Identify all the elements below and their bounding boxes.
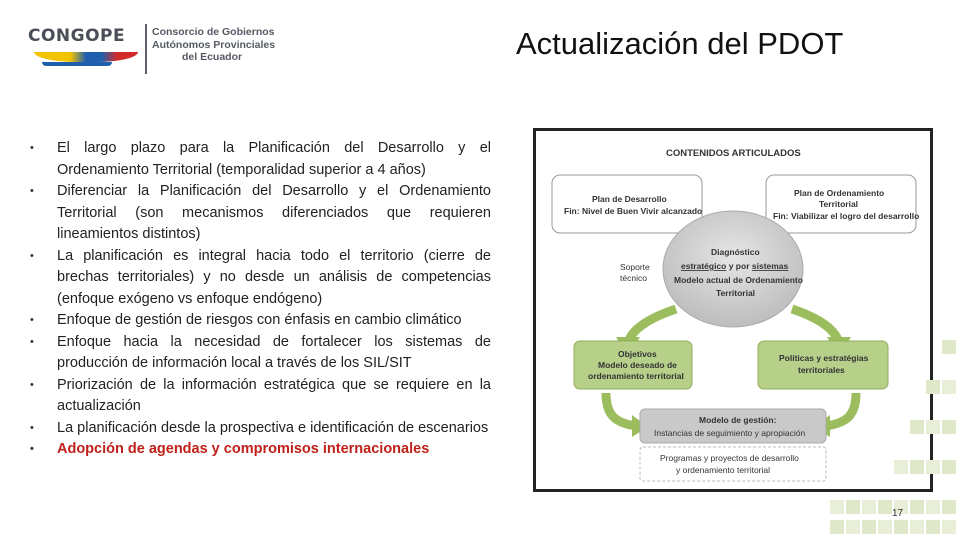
logo-flag-stripe-blue	[42, 62, 112, 66]
congope-logo	[28, 20, 278, 80]
bullet-dot-icon: •	[30, 378, 34, 391]
diagnostico-line-2	[681, 261, 789, 271]
diagnostico-estrategico: estratégico	[681, 261, 727, 271]
politicas-line-2: territoriales	[798, 365, 845, 375]
diagram-header: CONTENIDOS ARTICULADOS	[666, 148, 801, 159]
bullet-item	[30, 310, 491, 332]
bullet-text: La planificación es integral hacia todo el territorio (cierre de brechas territoriales) y no desde un análisis de competencias (enfoque exógeno vs enfoque endógeno)	[57, 247, 491, 307]
diagnostico-line-3: Modelo actual de Ordenamiento	[674, 275, 803, 285]
soporte-line-2: técnico	[620, 273, 647, 283]
gestion-line-2: Instancias de seguimiento y apropiación	[654, 428, 806, 438]
bullet-text: Enfoque hacia la necesidad de fortalecer los sistemas de producción de información local a través de los SIL/SIT	[57, 333, 491, 371]
diagnostico-sistemas: sistemas	[751, 261, 789, 271]
bullet-dot-icon: •	[30, 142, 34, 154]
politicas-line-1: Políticas y estratégias	[779, 353, 869, 363]
bullet-text: Priorización de la información estratégica que se requiere en la actualización	[57, 376, 491, 414]
logo-wordmark: CONGOPE	[28, 26, 126, 46]
plan-ordenamiento-title-1: Plan de Ordenamiento	[794, 188, 885, 198]
plan-desarrollo-box	[552, 175, 702, 233]
plan-desarrollo-subtitle: Fin: Nivel de Buen Vivir alcanzado	[564, 206, 703, 216]
bullet-text: Adopción de agendas y compromisos internacionales	[57, 441, 430, 457]
soporte-line-1: Soporte	[620, 262, 650, 272]
slide-title: Actualización del PDOT	[516, 26, 844, 61]
bullet-dot-icon: •	[30, 249, 34, 262]
bullet-dot-icon: •	[30, 314, 34, 326]
diagnostico-y-por: y por	[726, 261, 752, 271]
bullet-item	[30, 439, 491, 461]
bullet-dot-icon: •	[30, 421, 34, 434]
bullet-text: El largo plazo para la Planificación del Desarrollo y el Ordenamiento Territorial (temporalidad superior a 4 años)	[57, 140, 491, 178]
logo-flag-stripe	[34, 52, 138, 62]
logo-line-3: del Ecuador	[182, 51, 243, 63]
bullet-item	[30, 332, 491, 375]
logo-separator	[145, 24, 147, 74]
bullet-item	[30, 181, 491, 246]
programas-line-2: y ordenamiento territorial	[676, 465, 771, 475]
objetivos-line-3: ordenamiento territorial	[588, 371, 684, 381]
programas-line-1: Programas y proyectos de desarrollo	[660, 453, 799, 463]
bullet-dot-icon: •	[30, 335, 34, 348]
logo-org-name	[152, 26, 275, 64]
objetivos-line-1: Objetivos	[618, 349, 657, 359]
gestion-line-1: Modelo de gestión:	[699, 415, 777, 425]
diagnostico-line-1: Diagnóstico	[711, 247, 760, 257]
bullet-dot-icon: •	[30, 443, 34, 455]
bullet-item	[30, 246, 491, 311]
bullet-list	[30, 138, 491, 461]
page-number: 17	[892, 508, 904, 519]
plan-desarrollo-title: Plan de Desarrollo	[592, 194, 667, 204]
bullet-text: Enfoque de gestión de riesgos con énfasis en cambio climático	[57, 312, 462, 328]
bullet-text: La planificación desde la prospectiva e identificación de escenarios	[57, 419, 489, 436]
bullet-item	[30, 418, 491, 440]
arrow-objetivos-gestion	[606, 393, 636, 426]
logo-line-1: Consorcio de Gobiernos	[152, 26, 275, 38]
bullet-item	[30, 375, 491, 418]
diagnostico-line-4: Territorial	[716, 288, 756, 298]
bullet-item	[30, 138, 491, 181]
bullet-text: Diferenciar la Planificación del Desarrollo y el Ordenamiento Territorial (son mecanismos diferenciados que requieren lineamientos distintos)	[57, 183, 491, 242]
plan-ordenamiento-subtitle: Fin: Viabilizar el logro del desarrollo	[773, 211, 920, 221]
logo-line-2: Autónomos Provinciales	[152, 38, 276, 51]
objetivos-line-2: Modelo deseado de	[598, 360, 677, 370]
plan-ordenamiento-title-2: Territorial	[819, 199, 859, 209]
bullet-dot-icon: •	[30, 185, 34, 197]
